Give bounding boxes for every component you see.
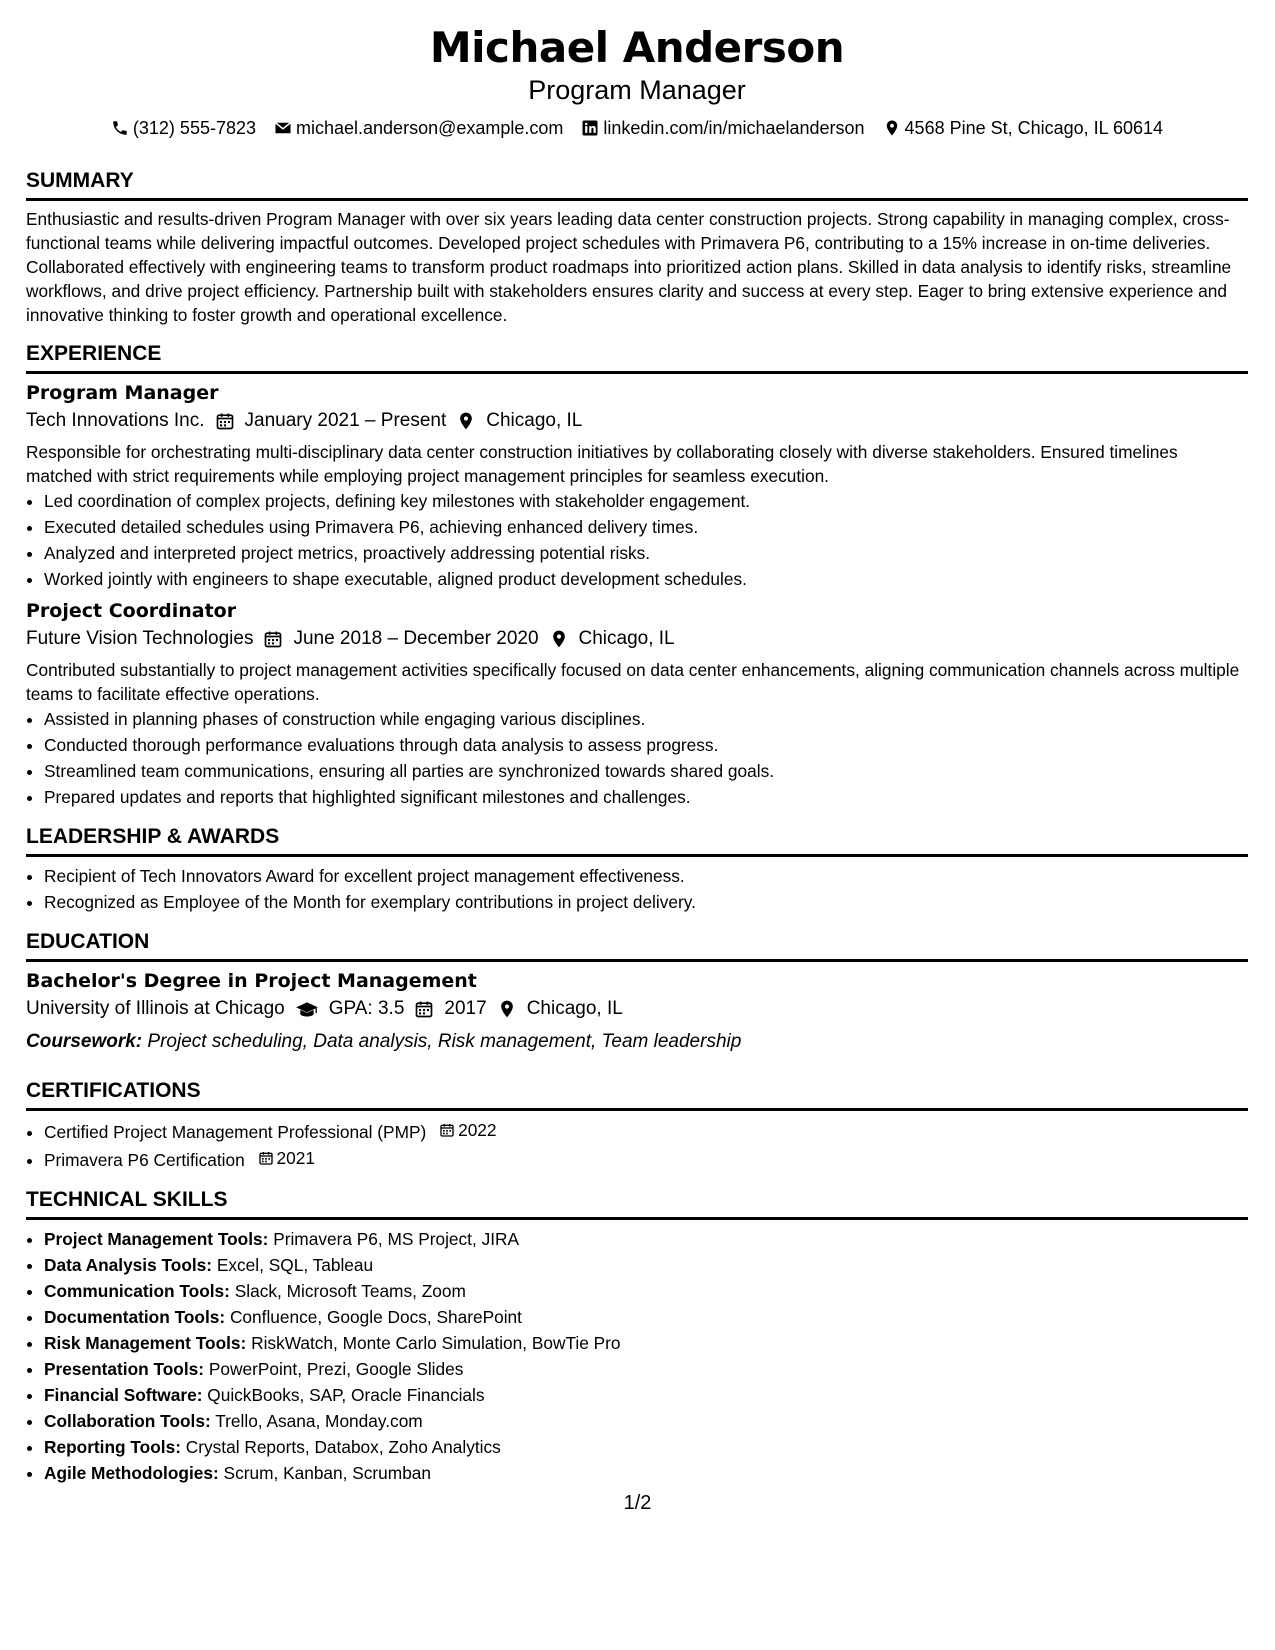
phone-text: (312) 555-7823 [132,118,256,138]
skill-label: Documentation Tools: [44,1307,226,1327]
phone-icon [111,119,129,137]
list-item: • Recognized as Employee of the Month for exemplary contributions in project delivery. [44,889,1248,915]
skill-value: RiskWatch, Monte Carlo Simulation, BowTie Pro [251,1333,621,1353]
candidate-role: Program Manager [528,75,746,105]
job-meta [26,624,1248,654]
skill-value: Primavera P6, MS Project, JIRA [273,1229,520,1249]
job-dates: January 2021 – Present [244,410,447,431]
list-item [44,1226,1248,1252]
calendar-icon [439,1122,455,1138]
section-title: CERTIFICATIONS [26,1078,1248,1111]
page-number: 1/2 [623,1492,652,1514]
awards-section [26,824,1248,915]
map-pin-icon [549,629,569,649]
degree-title: Bachelor's Degree in Project Management [26,970,477,992]
education-section [26,929,1248,1056]
skill-label: Data Analysis Tools: [44,1255,213,1275]
address-text: 4568 Pine St, Chicago, IL 60614 [904,118,1164,138]
skill-label: Collaboration Tools: [44,1411,211,1431]
list-item [44,1408,1248,1434]
coursework-text: Project scheduling, Data analysis, Risk management, Team leadership [147,1031,742,1052]
summary-section [26,168,1248,327]
cert-date [439,1117,496,1143]
cert-date [258,1145,315,1171]
skill-value: PowerPoint, Prezi, Google Slides [208,1359,464,1379]
section-title: EDUCATION [26,929,1248,962]
job-description: Contributed substantially to project management activities specifically focused on data center enhancements, aligning communication channels across multiple teams to facilitate effective operations. [26,660,1240,704]
skill-label: Reporting Tools: [44,1437,181,1457]
list-item [44,1356,1248,1382]
skill-value: Crystal Reports, Databox, Zoho Analytics [185,1437,501,1457]
job-title: Program Manager [26,382,219,404]
skill-label: Agile Methodologies: [44,1463,219,1483]
job-location: Chicago, IL [578,628,675,649]
list-item [44,1330,1248,1356]
resume-header [26,0,1248,142]
graduation-year: 2017 [444,998,487,1019]
calendar-icon [258,1150,274,1166]
linkedin-text[interactable]: linkedin.com/in/michaelanderson [603,118,865,138]
skill-value: Trello, Asana, Monday.com [215,1411,423,1431]
list-item: • Recipient of Tech Innovators Award for excellent project management effectiveness. [44,863,1248,889]
job-title: Project Coordinator [26,600,237,622]
skill-label: Risk Management Tools: [44,1333,247,1353]
job-entry [26,598,1248,810]
certifications-list [26,1117,1248,1173]
list-item [44,1304,1248,1330]
job-bullets [26,706,1248,810]
contact-address [883,114,1164,142]
coursework [26,1028,1248,1056]
contact-phone [111,114,256,142]
skill-label: Financial Software: [44,1385,203,1405]
job-dates: June 2018 – December 2020 [293,628,539,649]
calendar-icon [263,629,283,649]
job-description: Responsible for orchestrating multi-disciplinary data center construction initiatives by collaborating closely with diverse stakeholders. Ensured timelines matched with strict requirements while employing project management principles for seamless execution. [26,442,1178,486]
section-title: TECHNICAL SKILLS [26,1187,1248,1220]
skills-section [26,1187,1248,1486]
cert-year: 2021 [276,1148,315,1168]
school-location: Chicago, IL [526,998,623,1019]
awards-list [26,863,1248,915]
list-item [44,1434,1248,1460]
envelope-icon [274,119,292,137]
skill-label: Project Management Tools: [44,1229,269,1249]
contact-linkedin[interactable] [581,114,864,142]
list-item [44,1145,1248,1173]
company-name: Tech Innovations Inc. [26,410,205,431]
job-bullets [26,488,1248,592]
gpa-text: GPA: 3.5 [328,998,405,1019]
summary-text: Enthusiastic and results-driven Program Manager with over six years leading data center construction projects. Strong capability in managing complex, cross-functional teams while delivering impactful outcomes. Developed project schedules with Primavera P6, contributing to a 15% increase in on-time deliveries. Collaborated effectively with engineering teams to transform product roadmaps into prioritized action plans. Skilled in data analysis to identify risks, streamline workflows, and drive project efficiency. Partnership built with stakeholders ensures clarity and success at every step. Eager to bring extensive experience and innovative thinking to foster growth and operational excellence. [26,209,1232,325]
map-pin-icon [883,119,901,137]
section-title: LEADERSHIP & AWARDS [26,824,1248,857]
section-title: EXPERIENCE [26,341,1248,374]
company-name: Future Vision Technologies [26,628,254,649]
candidate-name: Michael Anderson [429,23,845,72]
certifications-section [26,1078,1248,1173]
list-item [44,1252,1248,1278]
list-item [44,1382,1248,1408]
skill-label: Communication Tools: [44,1281,230,1301]
list-item [44,1117,1248,1145]
job-meta [26,406,1248,436]
calendar-icon [414,999,434,1019]
list-item: • Assisted in planning phases of construction while engaging various disciplines. [44,706,1248,732]
list-item: • Streamlined team communications, ensuring all parties are synchronized towards shared goals. [44,758,1248,784]
skill-value: Slack, Microsoft Teams, Zoom [234,1281,466,1301]
list-item [44,1460,1248,1486]
graduation-cap-icon [295,999,319,1019]
list-item: • Conducted thorough performance evaluations through data analysis to assess progress. [44,732,1248,758]
list-item: • Analyzed and interpreted project metrics, proactively addressing potential risks. [44,540,1248,566]
education-meta [26,994,1248,1024]
skill-value: Confluence, Google Docs, SharePoint [229,1307,522,1327]
map-pin-icon [497,999,517,1019]
school-name: University of Illinois at Chicago [26,998,285,1019]
list-item [44,1278,1248,1304]
experience-section [26,341,1248,810]
job-location: Chicago, IL [486,410,583,431]
map-pin-icon [456,411,476,431]
skills-list [26,1226,1248,1486]
cert-name: Certified Project Management Professional (PMP) [44,1122,427,1142]
skill-value: Scrum, Kanban, Scrumban [223,1463,432,1483]
linkedin-icon [581,119,599,137]
skill-value: Excel, SQL, Tableau [216,1255,374,1275]
list-item: • Worked jointly with engineers to shape executable, aligned product development schedules. [44,566,1248,592]
section-title: SUMMARY [26,168,1248,201]
contact-email[interactable] [274,114,563,142]
list-item: • Prepared updates and reports that highlighted significant milestones and challenges. [44,784,1248,810]
job-entry [26,380,1248,592]
resume-page [26,0,1248,1486]
cert-year: 2022 [458,1120,497,1140]
cert-name: Primavera P6 Certification [44,1150,245,1170]
skill-value: QuickBooks, SAP, Oracle Financials [207,1385,485,1405]
coursework-label: Coursework: [26,1031,143,1052]
contact-row [26,114,1248,142]
skill-label: Presentation Tools: [44,1359,205,1379]
calendar-icon [215,411,235,431]
email-text[interactable]: michael.anderson@example.com [296,118,564,138]
list-item: • Led coordination of complex projects, defining key milestones with stakeholder engagement. [44,488,1248,514]
list-item: • Executed detailed schedules using Primavera P6, achieving enhanced delivery times. [44,514,1248,540]
